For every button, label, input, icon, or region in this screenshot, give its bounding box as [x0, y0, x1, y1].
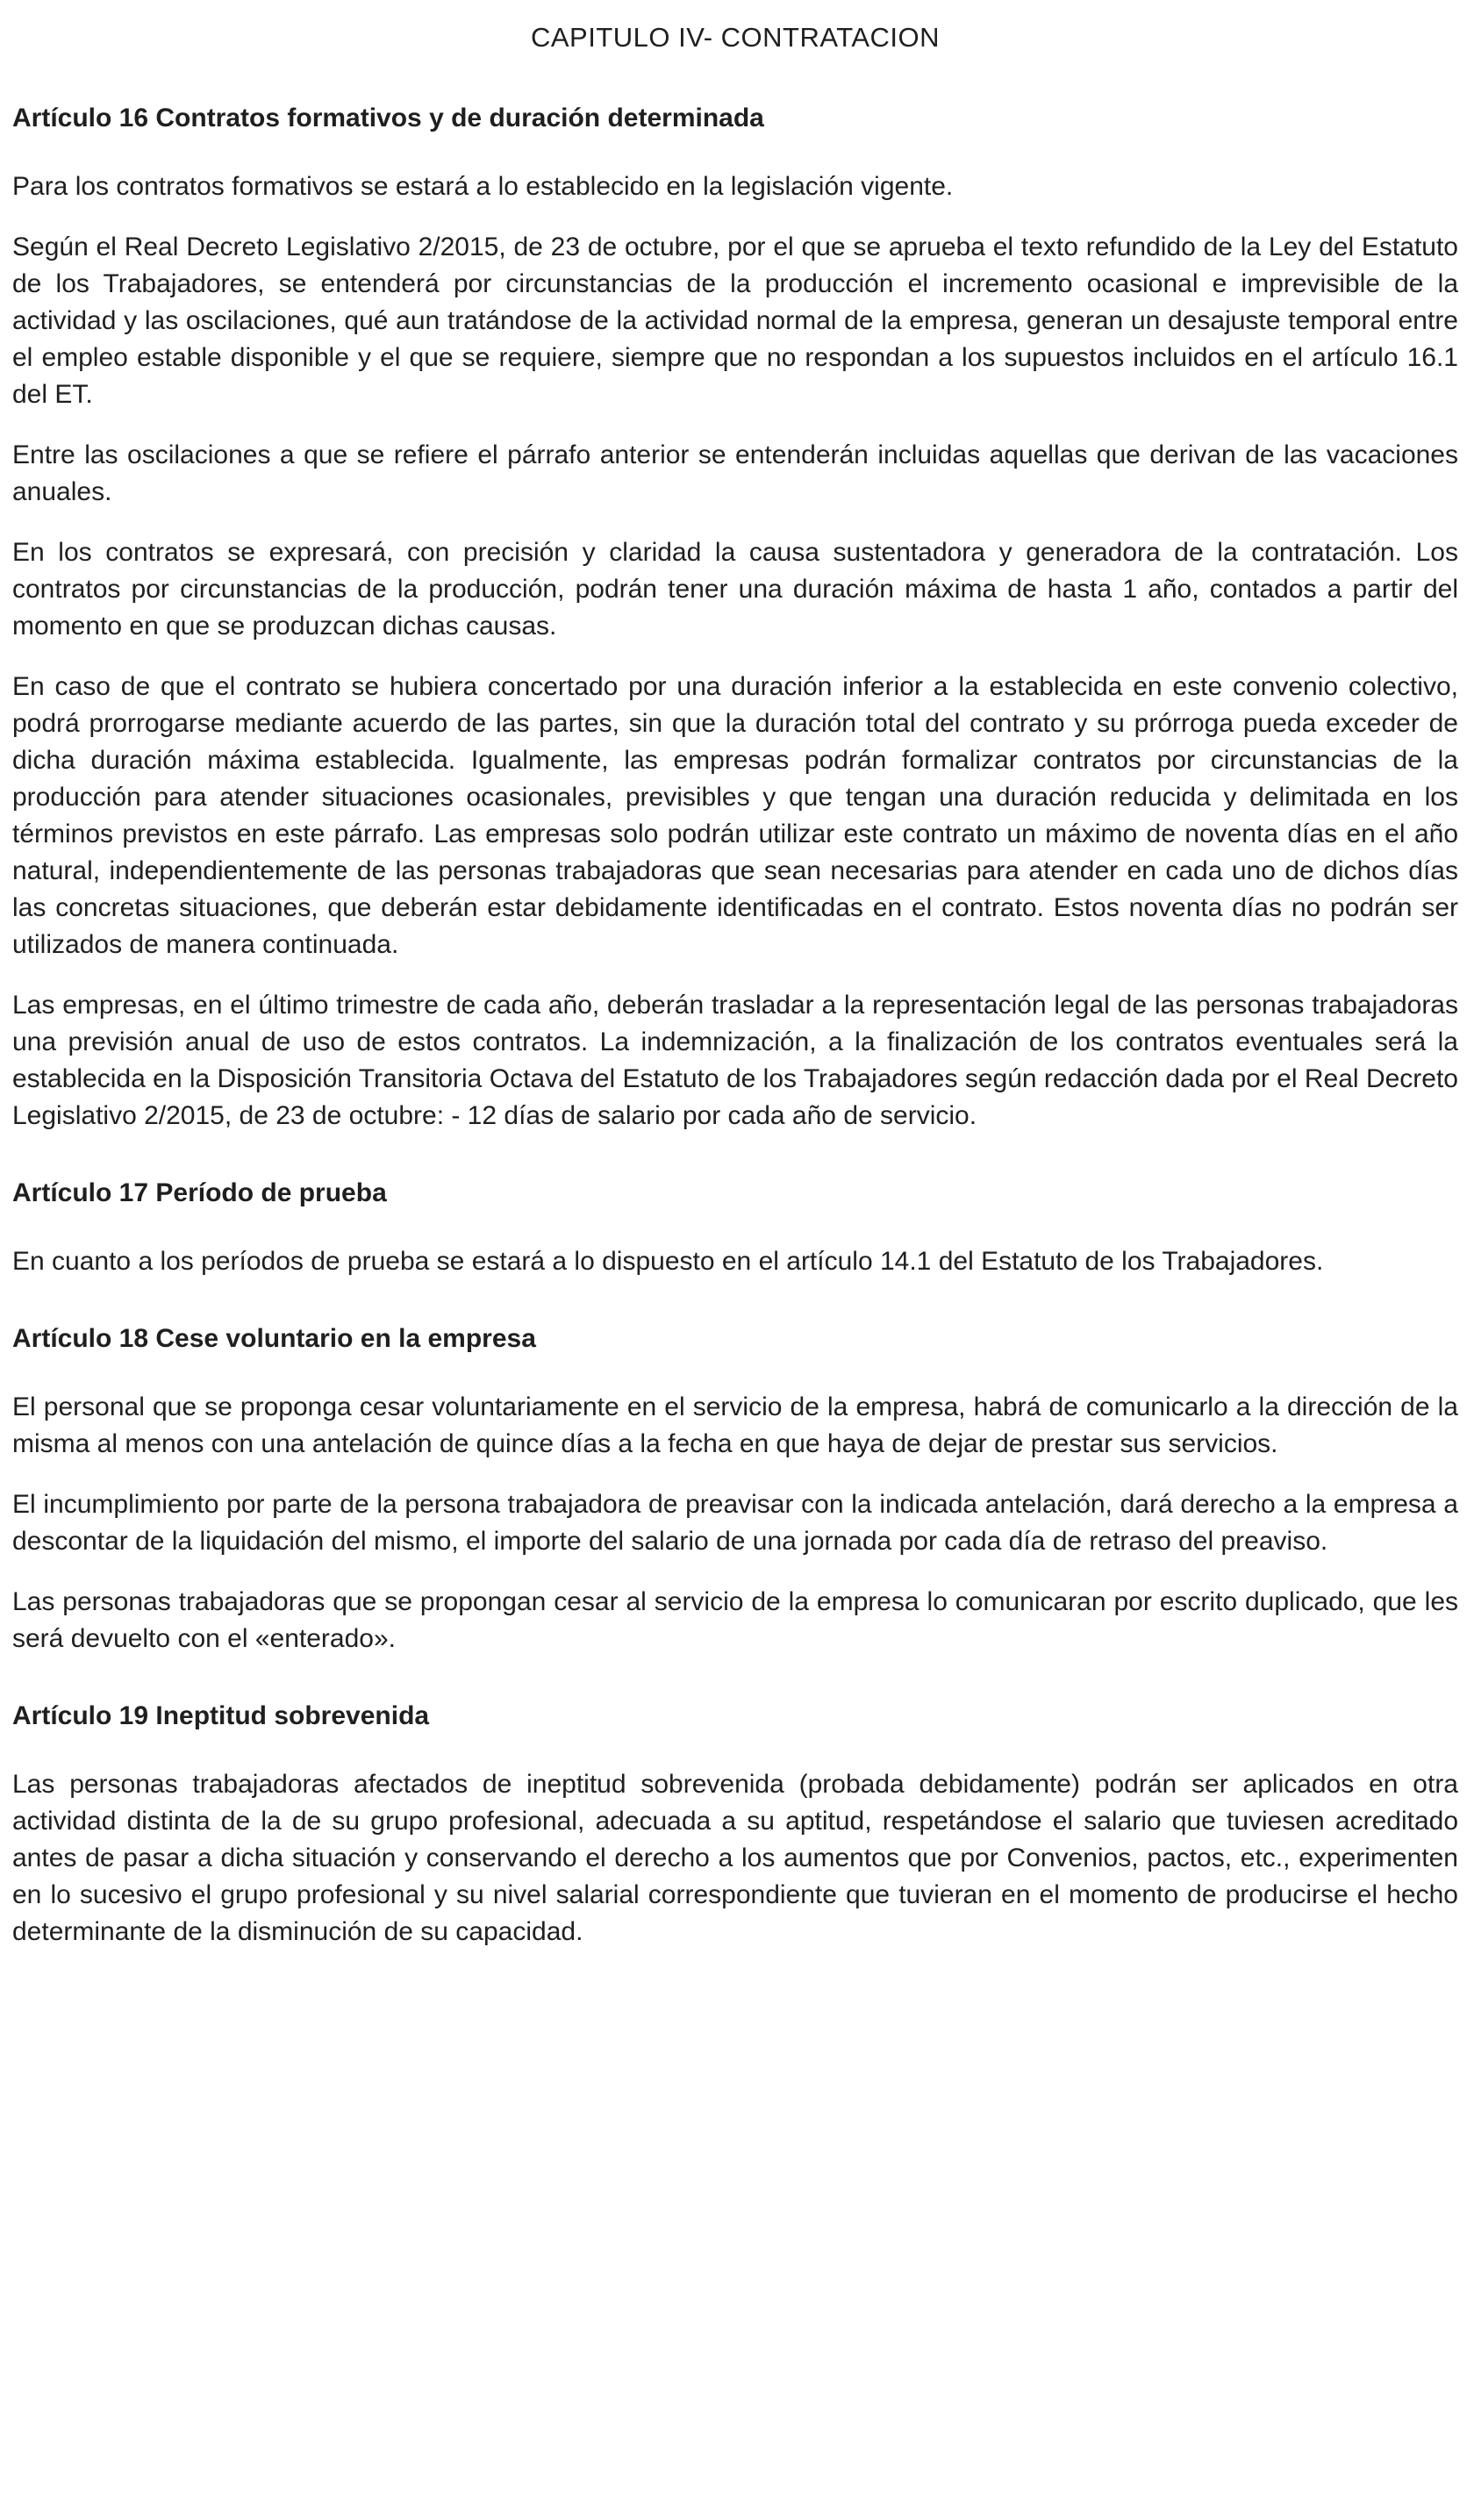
- chapter-title: CAPITULO IV- CONTRATACION: [530, 22, 941, 53]
- article-16-paragraph-4: En los contratos se expresará, con precisión y claridad la causa sustentadora y generadora de la contratación. Los contratos por circunstancias de la producción, podrán tener una duración máxima de hasta 1 año, contados a partir del momento en que se produzcan dichas causas.: [12, 538, 1458, 641]
- article-16-paragraph-6: Las empresas, en el último trimestre de cada año, deberán trasladar a la representación legal de las personas trabajadoras una previsión anual de uso de estos contratos. La indemnización, a la finalización de los contratos eventuales será la establecida en la Disposición Transitoria Octava del Estatuto de los Trabajadores según redacción dada por el Real Decreto Legislativo 2/2015, de 23 de octubre: - 12 días de salario por cada año de servicio.: [12, 991, 1458, 1130]
- article-16-paragraph-3: Entre las oscilaciones a que se refiere el párrafo anterior se entenderán incluidas aquellas que derivan de las vacaciones anuales.: [12, 440, 1458, 506]
- article-16-paragraph-5: En caso de que el contrato se hubiera concertado por una duración inferior a la establecida en este convenio colectivo, podrá prorrogarse mediante acuerdo de las partes, sin que la duración total del contrato y su prórroga pueda exceder de dicha duración máxima establecida. Igualmente, las empresas podrán formalizar contratos por circunstancias de la producción para atender situaciones ocasionales, previsibles y que tengan una duración reducida y delimitada en los términos previstos en este párrafo. Las empresas solo podrán utilizar este contrato un máximo de noventa días en el año natural, independientemente de las personas trabajadoras que sean necesarias para atender en cada uno de dichos días las concretas situaciones, que deberán estar debidamente identificadas en el contrato. Estos noventa días no podrán ser utilizados de manera continuada.: [12, 672, 1458, 959]
- article-18-paragraph-3: Las personas trabajadoras que se propongan cesar al servicio de la empresa lo comunicaran por escrito duplicado, que les será devuelto con el «enterado».: [12, 1587, 1458, 1653]
- article-17-paragraph-1: En cuanto a los períodos de prueba se estará a lo dispuesto en el artículo 14.1 del Estatuto de los Trabajadores.: [12, 1247, 1324, 1276]
- article-16-heading: Artículo 16 Contratos formativos y de duración determinada: [12, 104, 764, 132]
- article-19-heading: Artículo 19 Ineptitud sobrevenida: [12, 1701, 430, 1730]
- article-18-paragraph-2: El incumplimiento por parte de la persona trabajadora de preavisar con la indicada antelación, dará derecho a la empresa a descontar de la liquidación del mismo, el importe del salario de una jornada por cada día de retraso del preaviso.: [12, 1490, 1458, 1556]
- article-16-paragraph-1: Para los contratos formativos se estará a lo establecido en la legislación vigente.: [12, 172, 954, 201]
- article-18-paragraph-1: El personal que se proponga cesar voluntariamente en el servicio de la empresa, habrá de comunicarlo a la dirección de la misma al menos con una antelación de quince días a la fecha en que haya de dejar de prestar sus servicios.: [12, 1392, 1458, 1458]
- article-19-paragraph-1: Las personas trabajadoras afectados de ineptitud sobrevenida (probada debidamente) podrán ser aplicados en otra actividad distinta de la de su grupo profesional, adecuada a su aptitud, respetándose el salario que tuviesen acreditado antes de pasar a dicha situación y conservando el derecho a los aumentos que por Convenios, pactos, etc., experimenten en lo sucesivo el grupo profesional y su nivel salarial correspondiente que tuvieran en el momento de producirse el hecho determinante de la disminución de su capacidad.: [12, 1770, 1458, 1946]
- article-18-heading: Artículo 18 Cese voluntario en la empresa: [12, 1324, 536, 1353]
- article-17-section: [12, 1175, 1458, 1280]
- article-19-section: [12, 1698, 1458, 1951]
- article-16-section: [12, 100, 1458, 1135]
- article-17-heading: Artículo 17 Período de prueba: [12, 1178, 387, 1207]
- article-18-section: [12, 1321, 1458, 1657]
- article-16-paragraph-2: Según el Real Decreto Legislativo 2/2015, de 23 de octubre, por el que se aprueba el texto refundido de la Ley del Estatuto de los Trabajadores, se entenderá por circunstancias de la producción el incremento ocasional e imprevisible de la actividad y las oscilaciones, qué aun tratándose de la actividad normal de la empresa, generan un desajuste temporal entre el empleo estable disponible y el que se requiere, siempre que no respondan a los supuestos incluidos en el artículo 16.1 del ET.: [12, 233, 1458, 409]
